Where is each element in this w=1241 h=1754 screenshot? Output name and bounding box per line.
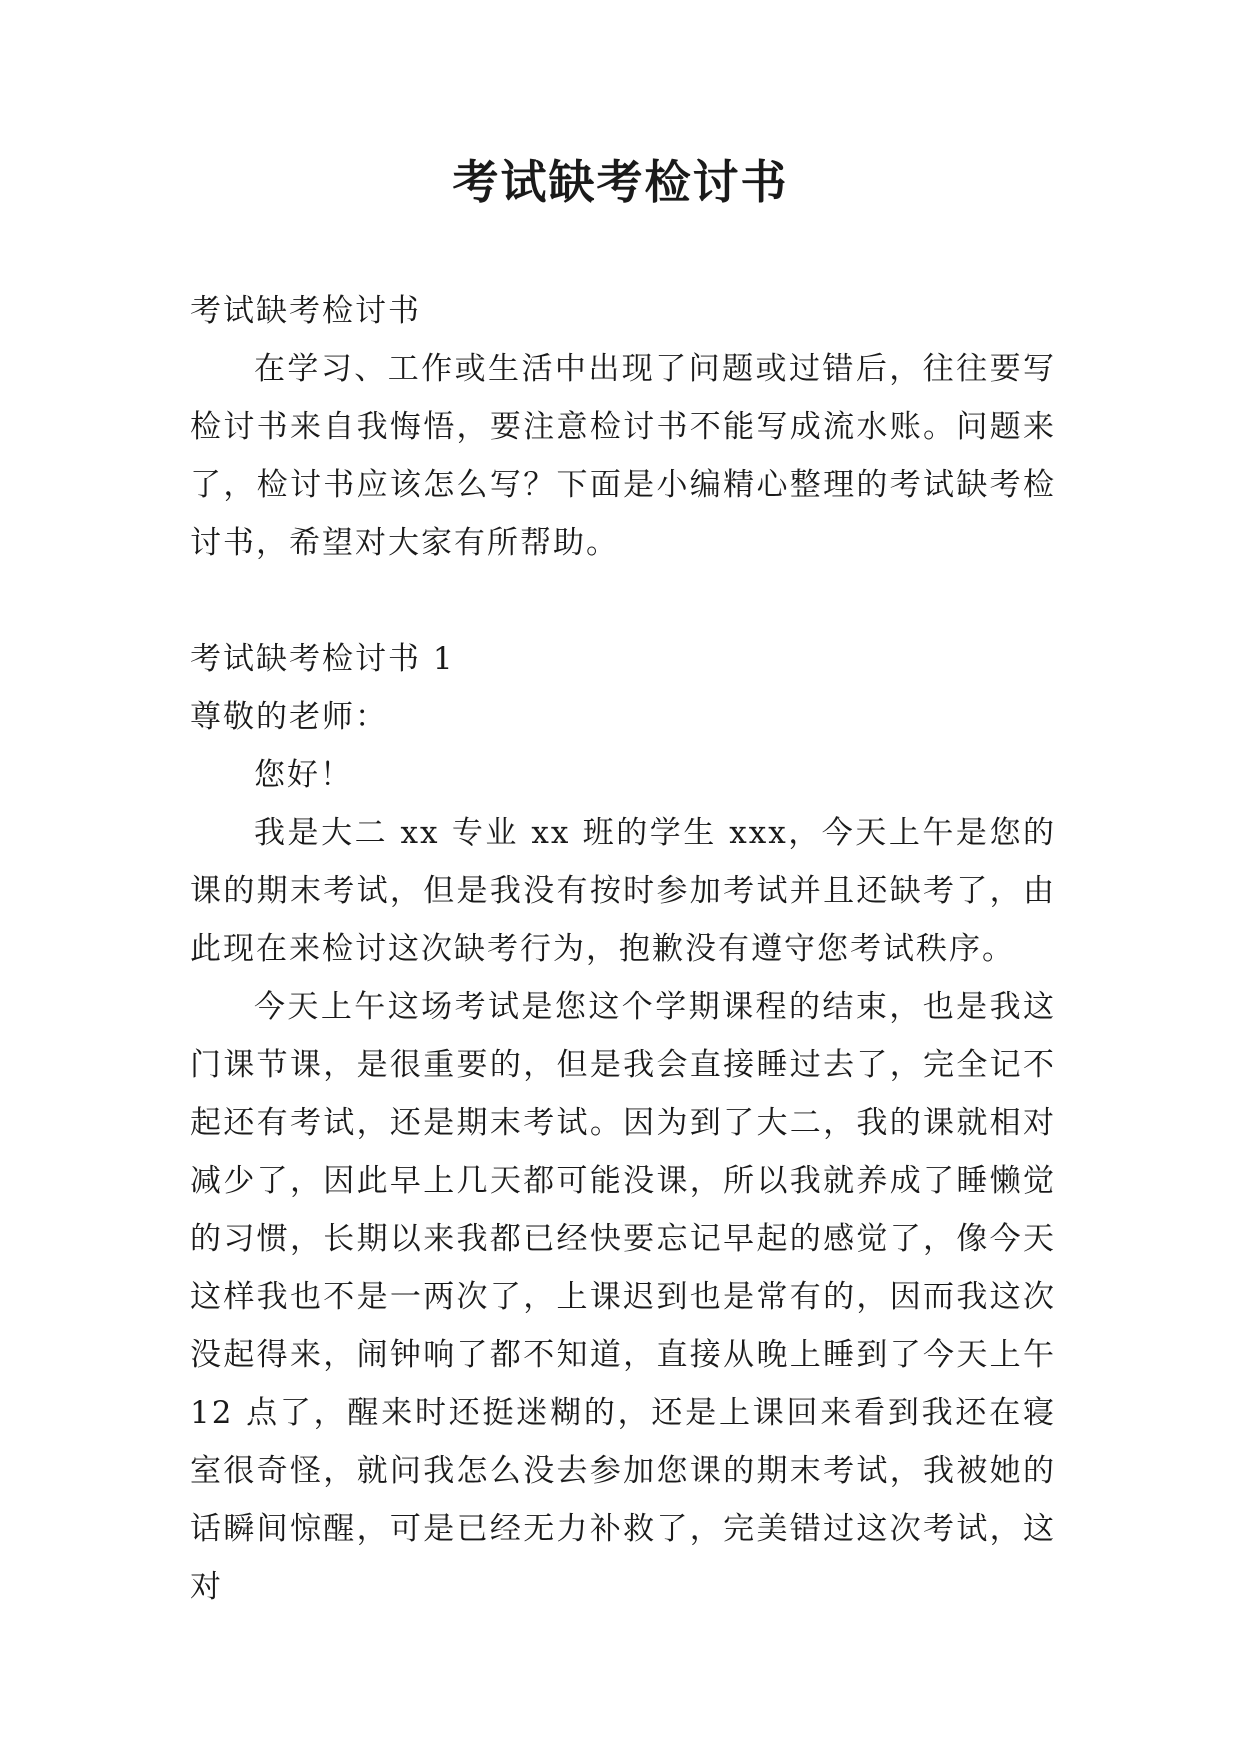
section-heading: 考试缺考检讨书 1 (190, 641, 455, 677)
intro-paragraph: 在学习、工作或生活中出现了问题或过错后，往往要写检讨书来自我悔悟，要注意检讨书不能写成流水账。问题来了，检讨书应该怎么写？下面是小编精心整理的考试缺考检讨书，希望对大家有所帮助。 (190, 351, 1056, 561)
greeting: 您好！ (254, 757, 353, 793)
document-body (190, 282, 1056, 1616)
body-paragraph-2: 今天上午这场考试是您这个学期课程的结束，也是我这门课节课，是很重要的，但是我会直接睡过去了，完全记不起还有考试，还是期末考试。因为到了大二，我的课就相对减少了，因此早上几天都可能没课，所以我就养成了睡懒觉的习惯，长期以来我都已经快要忘记早起的感觉了，像今天这样我也不是一两次了，上课迟到也是常有的，因而我这次没起得来，闹钟响了都不知道，直接从晚上睡到了今天上午 12 点了，醒来时还挺迷糊的，还是上课回来看到我还在寝室很奇怪，就问我怎么没去参加您课的期末考试，我被她的话瞬间惊醒，可是已经无力补救了，完美错过这次考试，这对 (190, 989, 1056, 1605)
document-title: 考试缺考检讨书 (452, 155, 789, 209)
salutation: 尊敬的老师： (190, 699, 388, 735)
body-paragraph-1: 我是大二 xx 专业 xx 班的学生 xxx，今天上午是您的课的期末考试，但是我没有按时参加考试并且还缺考了，由此现在来检讨这次缺考行为，抱歉没有遵守您考试秩序。 (190, 815, 1056, 967)
document-subtitle: 考试缺考检讨书 (190, 293, 421, 329)
paragraph-gap (190, 572, 1056, 630)
